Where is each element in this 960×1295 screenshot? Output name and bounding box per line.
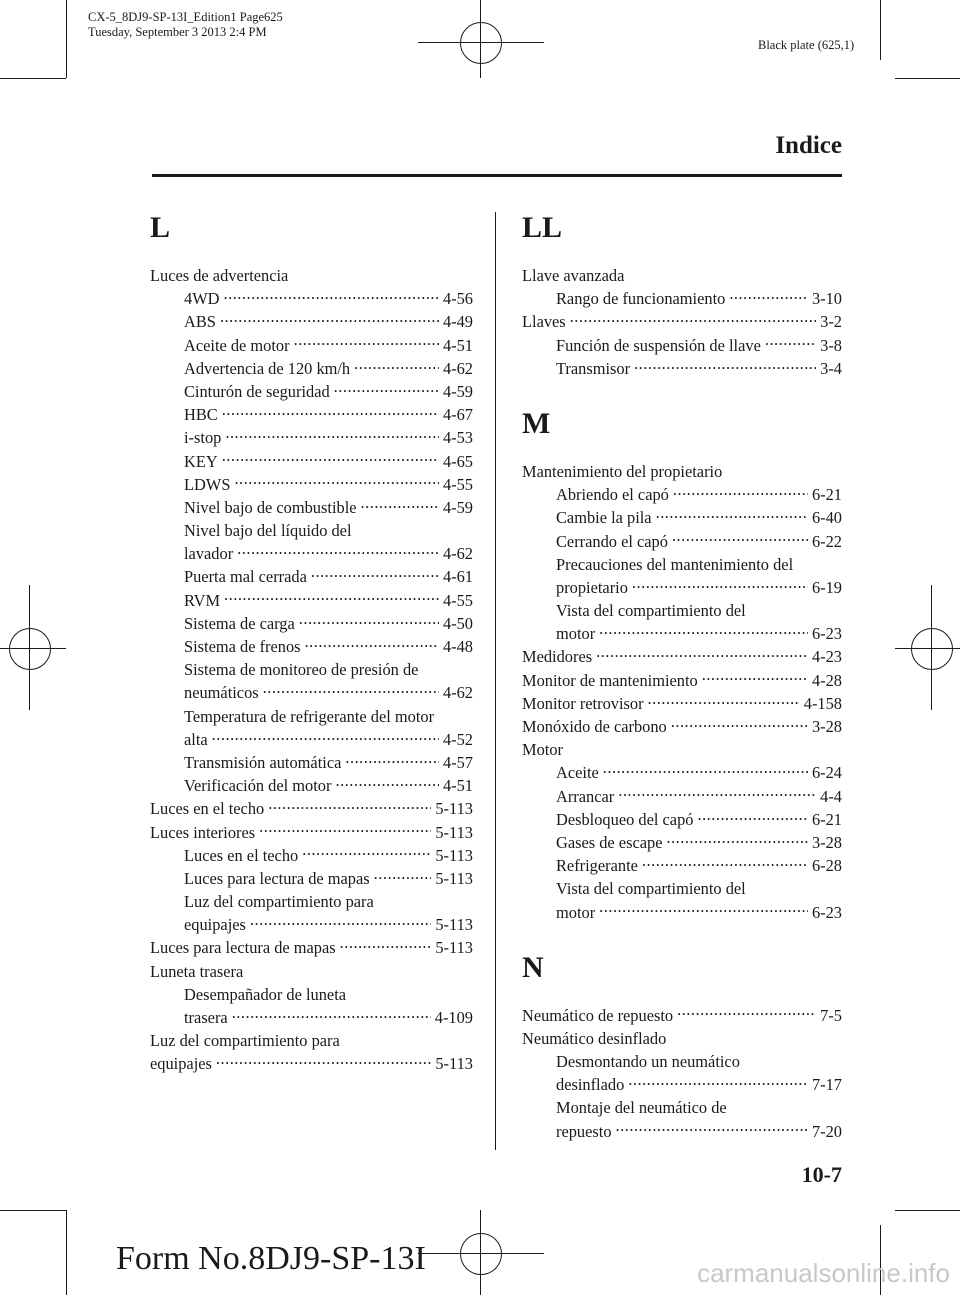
entry-page-ref: 4-4 xyxy=(820,786,842,806)
entry-page-ref: 3-10 xyxy=(811,289,842,309)
index-column-left xyxy=(150,210,473,1076)
entry-page-ref: 7-5 xyxy=(820,1005,842,1025)
dot-leader xyxy=(599,901,808,917)
index-entry xyxy=(150,936,473,959)
index-subentry xyxy=(522,530,842,553)
dot-leader xyxy=(672,530,808,546)
entry-text: neumáticos xyxy=(184,683,259,703)
index-subentry xyxy=(522,761,842,784)
dot-leader xyxy=(361,496,439,512)
index-entry xyxy=(150,797,473,820)
entry-text: Aceite de motor xyxy=(184,335,290,355)
entry-page-ref: 4-53 xyxy=(442,428,473,448)
entry-page-ref: 4-51 xyxy=(442,335,473,355)
index-subentry xyxy=(150,635,473,658)
index-subentry xyxy=(522,622,842,645)
entry-page-ref: 3-28 xyxy=(811,832,842,852)
index-entry xyxy=(522,692,842,715)
entry-text: Sistema de monitoreo de presión de xyxy=(184,660,419,680)
index-subentry xyxy=(150,867,473,890)
index-letter-group xyxy=(522,950,842,1143)
entry-page-ref: 4-59 xyxy=(442,381,473,401)
entry-text: Gases de escape xyxy=(556,832,663,852)
dot-leader xyxy=(656,507,808,523)
entry-text: Monitor de mantenimiento xyxy=(522,670,698,690)
entry-page-ref: 3-2 xyxy=(820,312,842,332)
entry-page-ref: 3-8 xyxy=(820,335,842,355)
entry-text: Precauciones del mantenimiento del xyxy=(556,554,794,574)
index-subentry xyxy=(150,310,473,333)
dot-leader xyxy=(232,1007,431,1023)
dot-leader xyxy=(222,404,439,420)
entry-text: Arrancar xyxy=(556,786,615,806)
dot-leader xyxy=(648,692,800,708)
entry-text: Transmisor xyxy=(556,358,631,378)
dot-leader xyxy=(603,762,808,778)
index-subentry xyxy=(150,357,473,380)
form-number: Form No.8DJ9-SP-13I xyxy=(116,1240,426,1277)
entry-text: LDWS xyxy=(184,474,231,494)
index-subentry xyxy=(522,785,842,808)
dot-leader xyxy=(616,1120,808,1136)
entry-page-ref: 4-57 xyxy=(442,752,473,772)
entry-text: equipajes xyxy=(184,915,246,935)
index-subentry xyxy=(150,334,473,357)
index-subentry xyxy=(150,496,473,519)
entry-text: Refrigerante xyxy=(556,856,638,876)
entry-text: Luces interiores xyxy=(150,822,256,842)
entry-text: repuesto xyxy=(556,1121,612,1141)
index-entry xyxy=(522,645,842,668)
entry-text: Neumático de repuesto xyxy=(522,1005,674,1025)
entry-page-ref: 4-158 xyxy=(803,693,842,713)
entry-text: alta xyxy=(184,729,208,749)
index-subentry xyxy=(522,808,842,831)
dot-leader xyxy=(673,484,808,500)
index-subentry xyxy=(522,287,842,310)
dot-leader xyxy=(671,716,808,732)
dot-leader xyxy=(666,832,807,848)
dot-leader xyxy=(222,450,439,466)
dot-leader xyxy=(234,473,439,489)
entry-page-ref: 4-23 xyxy=(811,647,842,667)
entry-text: Cerrando el capó xyxy=(556,531,668,551)
index-letter-heading: N xyxy=(522,950,544,984)
dot-leader xyxy=(216,1053,431,1069)
index-subentry xyxy=(150,403,473,426)
entry-page-ref: 4-52 xyxy=(442,729,473,749)
index-subentry xyxy=(150,1006,473,1029)
entry-text: Motor xyxy=(522,740,563,760)
entry-page-ref: 4-51 xyxy=(442,776,473,796)
entry-page-ref: 4-28 xyxy=(811,670,842,690)
entry-page-ref: 4-67 xyxy=(442,405,473,425)
entry-page-ref: 7-20 xyxy=(811,1121,842,1141)
index-subentry xyxy=(150,681,473,704)
index-subentry xyxy=(150,890,473,913)
index-entry xyxy=(150,264,473,287)
dot-leader xyxy=(628,1074,808,1090)
entry-text: Desbloqueo del capó xyxy=(556,809,694,829)
index-subentry xyxy=(150,589,473,612)
entry-page-ref: 5-113 xyxy=(435,915,473,935)
dot-leader xyxy=(354,357,439,373)
dot-leader xyxy=(599,623,808,639)
dot-leader xyxy=(340,937,432,953)
entry-page-ref: 6-21 xyxy=(811,809,842,829)
entry-text: Rango de funcionamiento xyxy=(556,289,726,309)
entry-page-ref: 7-17 xyxy=(811,1075,842,1095)
index-subentry xyxy=(150,519,473,542)
index-subentry xyxy=(522,854,842,877)
index-letter-group xyxy=(522,210,842,380)
entry-text: equipajes xyxy=(150,1054,212,1074)
index-subentry xyxy=(522,357,842,380)
dot-leader xyxy=(596,646,808,662)
dot-leader xyxy=(250,914,431,930)
index-subentry xyxy=(522,1050,842,1073)
dot-leader xyxy=(224,589,439,605)
dot-leader xyxy=(237,543,439,559)
index-entry xyxy=(522,715,842,738)
index-subentry xyxy=(522,1120,842,1143)
entry-page-ref: 6-21 xyxy=(811,485,842,505)
section-title: Indice xyxy=(775,132,842,159)
entry-text: Vista del compartimiento del xyxy=(556,879,746,899)
index-entry xyxy=(522,1027,842,1050)
entry-page-ref: 4-62 xyxy=(442,544,473,564)
print-job-info xyxy=(88,10,283,40)
dot-leader xyxy=(311,566,439,582)
dot-leader xyxy=(294,334,439,350)
dot-leader xyxy=(697,808,807,824)
entry-page-ref: 4-62 xyxy=(442,358,473,378)
entry-page-ref: 4-55 xyxy=(442,590,473,610)
entry-page-ref: 6-40 xyxy=(811,508,842,528)
entry-page-ref: 4-59 xyxy=(442,497,473,517)
dot-leader xyxy=(634,357,816,373)
entry-text: Montaje del neumático de xyxy=(556,1098,727,1118)
index-subentry xyxy=(522,576,842,599)
index-subentry xyxy=(150,287,473,310)
dot-leader xyxy=(220,311,439,327)
index-subentry xyxy=(150,612,473,635)
index-subentry xyxy=(150,473,473,496)
dot-leader xyxy=(305,636,439,652)
entry-text: i-stop xyxy=(184,428,222,448)
entry-text: Llave avanzada xyxy=(522,266,625,285)
index-subentry xyxy=(150,565,473,588)
entry-page-ref: 5-113 xyxy=(435,845,473,865)
index-column-right xyxy=(522,210,842,1143)
entry-text: Advertencia de 120 km/h xyxy=(184,358,351,378)
entry-text: Mantenimiento del propietario xyxy=(522,461,723,481)
index-entry xyxy=(150,1029,473,1052)
entry-page-ref: 6-23 xyxy=(811,624,842,644)
entry-page-ref: 4-48 xyxy=(442,637,473,656)
entry-text: Cinturón de seguridad xyxy=(184,381,330,401)
entry-text: Medidores xyxy=(522,647,593,667)
entry-text: Desempañador de luneta xyxy=(184,984,347,1004)
index-subentry xyxy=(150,913,473,936)
index-subentry xyxy=(150,705,473,728)
index-subentry xyxy=(522,483,842,506)
entry-text: motor xyxy=(556,902,596,922)
dot-leader xyxy=(729,288,808,304)
entry-page-ref: 4-109 xyxy=(434,1008,473,1027)
entry-page-ref: 4-56 xyxy=(442,289,473,309)
dot-leader xyxy=(374,867,432,883)
dot-leader xyxy=(299,612,439,628)
dot-leader xyxy=(268,798,431,814)
entry-text: Sistema de frenos xyxy=(184,637,301,656)
print-job-file-line: CX-5_8DJ9-SP-13I_Edition1 Page625 xyxy=(88,10,283,24)
index-subentry xyxy=(150,751,473,774)
dot-leader xyxy=(224,288,439,304)
index-entry xyxy=(150,960,473,983)
entry-page-ref: 4-49 xyxy=(442,312,473,332)
index-letter-heading: L xyxy=(150,211,171,244)
entry-text: Vista del compartimiento del xyxy=(556,601,746,621)
entry-text: Luces para lectura de mapas xyxy=(150,938,336,958)
index-subentry xyxy=(150,728,473,751)
entry-text: Neumático desinflado xyxy=(522,1028,667,1048)
entry-text: Transmisión automática xyxy=(184,752,342,772)
entry-page-ref: 6-24 xyxy=(811,763,842,783)
entry-text: Nivel bajo de combustible xyxy=(184,497,357,517)
dot-leader xyxy=(570,311,816,327)
entry-page-ref: 5-113 xyxy=(435,1054,473,1074)
dot-leader xyxy=(302,844,431,860)
entry-page-ref: 3-28 xyxy=(811,717,842,736)
index-entry xyxy=(522,460,842,483)
index-subentry xyxy=(522,506,842,529)
entry-page-ref: 6-19 xyxy=(811,577,842,597)
entry-text: Nivel bajo del líquido del xyxy=(184,521,352,541)
dot-leader xyxy=(263,682,439,698)
index-entry xyxy=(522,1004,842,1027)
index-entry xyxy=(522,310,842,333)
entry-page-ref: 4-65 xyxy=(442,451,473,471)
entry-text: Temperatura de refrigerante del motor xyxy=(184,706,435,726)
index-subentry xyxy=(522,901,842,924)
index-entry-list xyxy=(150,264,473,1076)
dot-leader xyxy=(632,576,808,592)
index-letter-group xyxy=(522,406,842,924)
entry-text: Luz del compartimiento para xyxy=(150,1031,340,1051)
index-subentry xyxy=(522,1096,842,1119)
entry-text: motor xyxy=(556,624,596,644)
entry-text: Verificación del motor xyxy=(184,776,332,796)
entry-text: Cambie la pila xyxy=(556,508,652,528)
entry-text: lavador xyxy=(184,544,234,564)
index-subentry xyxy=(150,426,473,449)
index-subentry xyxy=(150,380,473,403)
entry-text: Sistema de carga xyxy=(184,613,295,633)
dot-leader xyxy=(702,669,808,685)
entry-text: propietario xyxy=(556,577,628,597)
index-subentry xyxy=(522,831,842,854)
entry-page-ref: 6-23 xyxy=(811,902,842,922)
entry-text: trasera xyxy=(184,1008,228,1027)
index-subentry xyxy=(522,1073,842,1096)
dot-leader xyxy=(677,1004,816,1020)
dot-leader xyxy=(345,752,439,768)
entry-text: Función de suspensión de llave xyxy=(556,335,761,355)
index-subentry xyxy=(150,844,473,867)
entry-page-ref: 4-55 xyxy=(442,474,473,494)
entry-text: Luces para lectura de mapas xyxy=(184,868,370,888)
dot-leader xyxy=(335,775,438,791)
index-subentry xyxy=(150,658,473,681)
index-entry xyxy=(522,669,842,692)
dot-leader xyxy=(259,821,431,837)
entry-text: Desmontando un neumático xyxy=(556,1052,740,1072)
entry-page-ref: 4-61 xyxy=(442,567,473,587)
entry-text: RVM xyxy=(184,590,221,610)
index-subentry xyxy=(522,553,842,576)
dot-leader xyxy=(765,334,816,350)
dot-leader xyxy=(212,728,439,744)
index-entry xyxy=(150,821,473,844)
dot-leader xyxy=(642,855,808,871)
print-job-date-line: Tuesday, September 3 2013 2:4 PM xyxy=(88,25,267,39)
entry-text: Monóxido de carbono xyxy=(522,717,667,736)
entry-text: Llaves xyxy=(522,312,566,332)
index-entry xyxy=(522,264,842,287)
entry-page-ref: 6-28 xyxy=(811,856,842,876)
entry-text: Luneta trasera xyxy=(150,961,244,981)
entry-text: desinflado xyxy=(556,1075,625,1095)
entry-text: Luces en el techo xyxy=(184,845,299,865)
index-letter-heading: M xyxy=(522,406,551,440)
index-subentry xyxy=(522,877,842,900)
index-subentry xyxy=(150,983,473,1006)
entry-text: 4WD xyxy=(184,289,220,309)
dot-leader xyxy=(618,785,816,801)
index-letter-heading: LL xyxy=(522,211,563,244)
entry-text: HBC xyxy=(184,405,218,425)
plate-label: Black plate (625,1) xyxy=(758,38,855,52)
entry-page-ref: 5-113 xyxy=(435,799,473,819)
entry-text: Puerta mal cerrada xyxy=(184,567,307,587)
entry-text: Monitor retrovisor xyxy=(522,693,644,713)
entry-text: Luces en el techo xyxy=(150,799,265,819)
page-number: 10-7 xyxy=(801,1162,842,1187)
index-subentry xyxy=(522,334,842,357)
entry-text: Abriendo el capó xyxy=(556,485,669,505)
entry-page-ref: 6-22 xyxy=(811,531,842,551)
header-rule xyxy=(152,174,842,177)
index-subentry xyxy=(150,774,473,797)
entry-text: Aceite xyxy=(556,763,599,783)
entry-text: ABS xyxy=(184,312,216,332)
index-entry xyxy=(150,1052,473,1075)
index-subentry xyxy=(522,599,842,622)
index-entry xyxy=(522,738,842,761)
entry-page-ref: 3-4 xyxy=(820,358,842,378)
dot-leader xyxy=(225,427,439,443)
dot-leader xyxy=(334,381,439,397)
index-subentry xyxy=(150,542,473,565)
watermark: carmanualsonline.info xyxy=(697,1258,950,1288)
entry-page-ref: 5-113 xyxy=(435,868,473,888)
index-subentry xyxy=(150,450,473,473)
entry-text: Luces de advertencia xyxy=(150,266,289,285)
entry-page-ref: 4-50 xyxy=(442,613,473,633)
entry-page-ref: 4-62 xyxy=(442,683,473,703)
entry-text: KEY xyxy=(184,451,218,471)
entry-page-ref: 5-113 xyxy=(435,938,473,958)
column-divider xyxy=(495,212,496,1150)
entry-text: Luz del compartimiento para xyxy=(184,892,374,912)
entry-page-ref: 5-113 xyxy=(435,822,473,842)
